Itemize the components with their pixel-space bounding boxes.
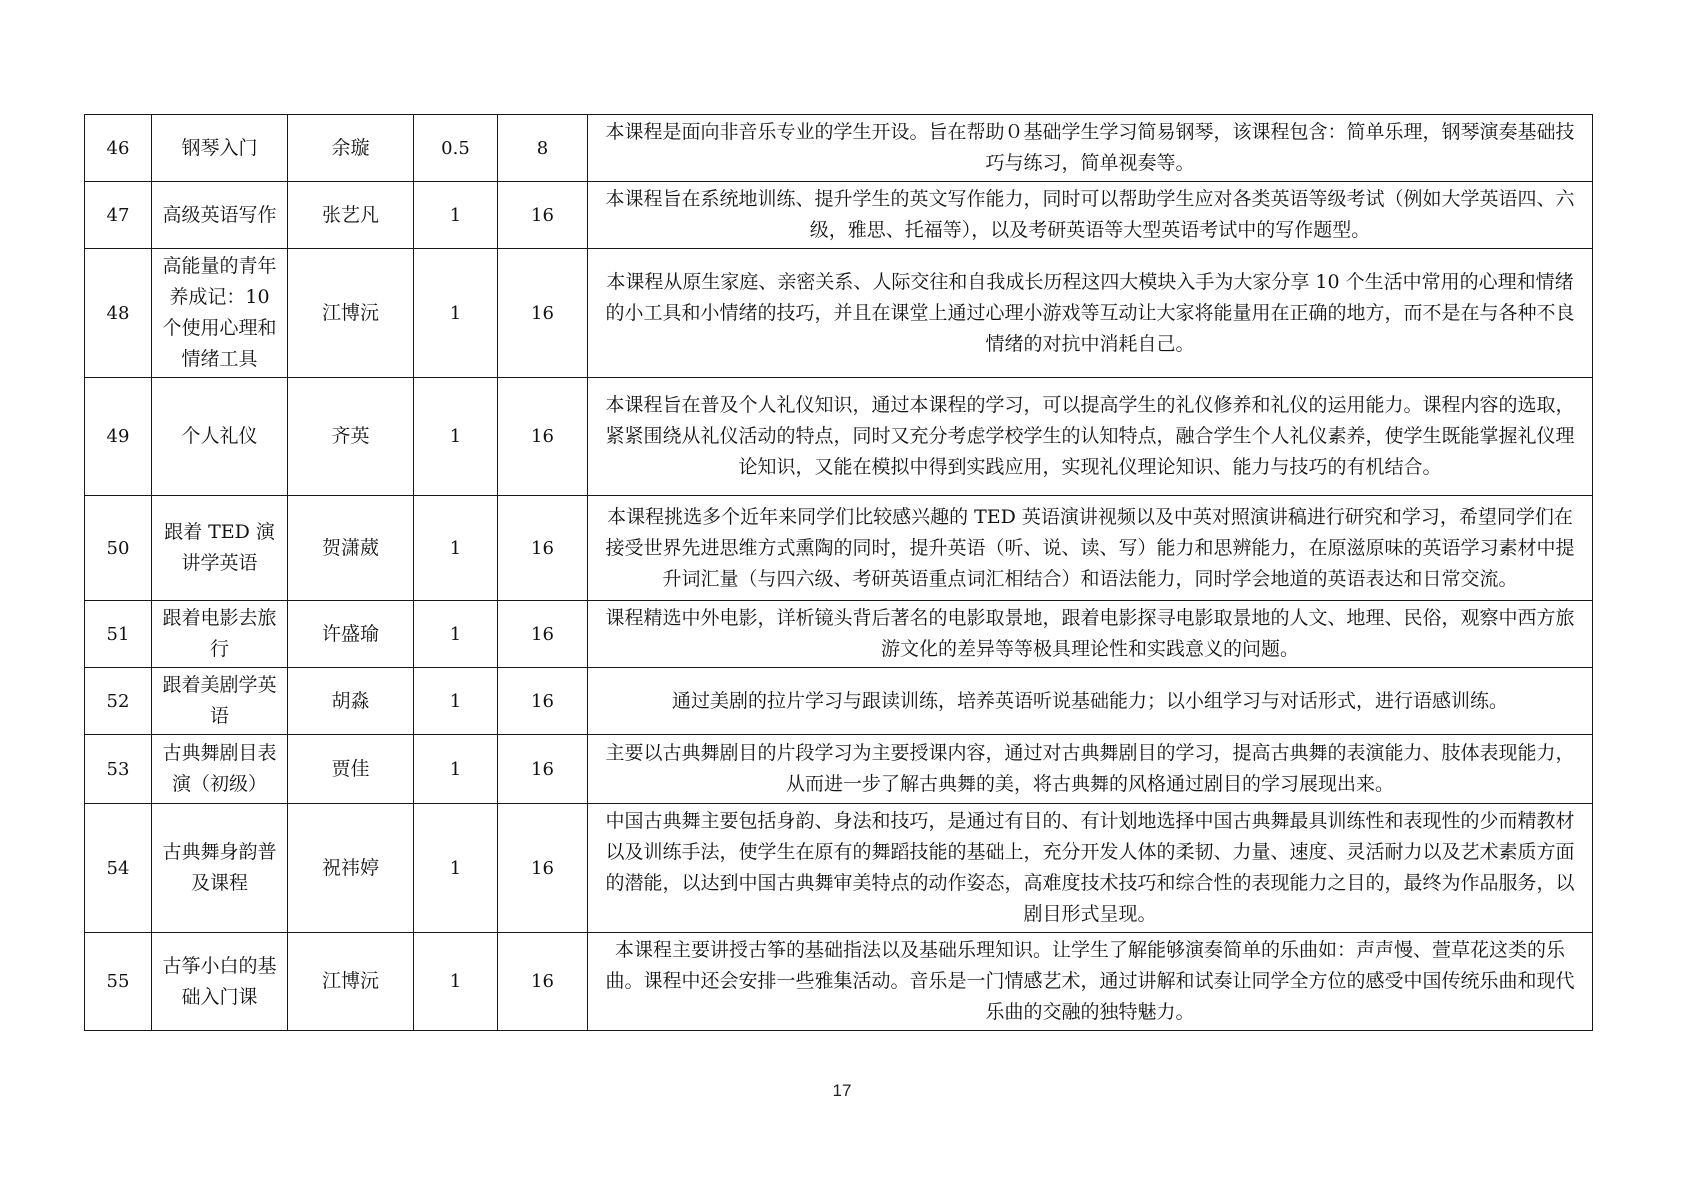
course-hours: 16: [498, 378, 588, 496]
course-name: 古筝小白的基础入门课: [152, 933, 288, 1031]
table-row: [85, 115, 1593, 182]
course-number: 47: [85, 182, 152, 249]
course-teacher: 张艺凡: [288, 182, 414, 249]
course-description: 中国古典舞主要包括身韵、身法和技巧，是通过有目的、有计划地选择中国古典舞最具训练性和表现性的少而精教材以及训练手法，使学生在原有的舞蹈技能的基础上，充分开发人体的柔韧、力量、速度、灵活耐力以及艺术素质方面的潜能，以达到中国古典舞审美特点的动作姿态，高难度技术技巧和综合性的表现能力之目的，最终为作品服务，以剧目形式呈现。: [588, 804, 1593, 933]
course-teacher: 胡淼: [288, 668, 414, 735]
course-name: 个人礼仪: [152, 378, 288, 496]
course-credit: 1: [414, 182, 498, 249]
course-description: 本课程主要讲授古筝的基础指法以及基础乐理知识。让学生了解能够演奏简单的乐曲如：声声慢、萱草花这类的乐曲。课程中还会安排一些雅集活动。音乐是一门情感艺术，通过讲解和试奏让同学全方位的感受中国传统乐曲和现代乐曲的交融的独特魅力。: [588, 933, 1593, 1031]
course-number: 51: [85, 601, 152, 668]
table-row: [85, 249, 1593, 378]
course-hours: 16: [498, 249, 588, 378]
course-teacher: 江博沅: [288, 249, 414, 378]
course-description: 本课程挑选多个近年来同学们比较感兴趣的 TED 英语演讲视频以及中英对照演讲稿进行研究和学习，希望同学们在接受世界先进思维方式熏陶的同时，提升英语（听、说、读、写）能力和思辨能力，在原滋原味的英语学习素材中提升词汇量（与四六级、考研英语重点词汇相结合）和语法能力，同时学会地道的英语表达和日常交流。: [588, 496, 1593, 601]
course-number: 55: [85, 933, 152, 1031]
course-teacher: 余璇: [288, 115, 414, 182]
course-name: 跟着美剧学英语: [152, 668, 288, 735]
course-name: 高能量的青年养成记：10个使用心理和情绪工具: [152, 249, 288, 378]
course-name: 高级英语写作: [152, 182, 288, 249]
table-row: [85, 378, 1593, 496]
course-credit: 1: [414, 735, 498, 804]
course-credit: 1: [414, 496, 498, 601]
table-row: [85, 804, 1593, 933]
course-credit: 1: [414, 804, 498, 933]
course-description: 本课程旨在系统地训练、提升学生的英文写作能力，同时可以帮助学生应对各类英语等级考试（例如大学英语四、六级，雅思、托福等），以及考研英语等大型英语考试中的写作题型。: [588, 182, 1593, 249]
course-number: 54: [85, 804, 152, 933]
course-hours: 16: [498, 601, 588, 668]
course-teacher: 祝祎婷: [288, 804, 414, 933]
course-description: 本课程是面向非音乐专业的学生开设。旨在帮助０基础学生学习简易钢琴，该课程包含：简单乐理，钢琴演奏基础技巧与练习，简单视奏等。: [588, 115, 1593, 182]
course-credit: 1: [414, 601, 498, 668]
course-description: 本课程旨在普及个人礼仪知识，通过本课程的学习，可以提高学生的礼仪修养和礼仪的运用能力。课程内容的选取，紧紧围绕从礼仪活动的特点，同时又充分考虑学校学生的认知特点，融合学生个人礼仪素养，使学生既能掌握礼仪理论知识，又能在模拟中得到实践应用，实现礼仪理论知识、能力与技巧的有机结合。: [588, 378, 1593, 496]
course-hours: 16: [498, 933, 588, 1031]
course-description: 本课程从原生家庭、亲密关系、人际交往和自我成长历程这四大模块入手为大家分享 10 个生活中常用的心理和情绪的小工具和小情绪的技巧，并且在课堂上通过心理小游戏等互动让大家将能量用在正确的地方，而不是在与各种不良情绪的对抗中消耗自己。: [588, 249, 1593, 378]
course-hours: 16: [498, 496, 588, 601]
course-credit: 1: [414, 249, 498, 378]
course-description: 通过美剧的拉片学习与跟读训练，培养英语听说基础能力；以小组学习与对话形式，进行语感训练。: [588, 668, 1593, 735]
course-credit: 1: [414, 933, 498, 1031]
course-name: 跟着电影去旅行: [152, 601, 288, 668]
course-number: 48: [85, 249, 152, 378]
course-table: [84, 114, 1593, 1031]
course-name: 钢琴入门: [152, 115, 288, 182]
course-number: 50: [85, 496, 152, 601]
course-teacher: 贺潇葳: [288, 496, 414, 601]
page-number: 17: [832, 1081, 852, 1100]
course-hours: 16: [498, 182, 588, 249]
table-row: [85, 496, 1593, 601]
table-row: [85, 735, 1593, 804]
course-name: 古典舞剧目表演（初级）: [152, 735, 288, 804]
course-credit: 1: [414, 378, 498, 496]
table-row: [85, 933, 1593, 1031]
course-hours: 16: [498, 735, 588, 804]
course-credit: 1: [414, 668, 498, 735]
table-row: [85, 601, 1593, 668]
course-hours: 8: [498, 115, 588, 182]
course-number: 46: [85, 115, 152, 182]
course-number: 53: [85, 735, 152, 804]
course-number: 49: [85, 378, 152, 496]
table-row: [85, 668, 1593, 735]
course-teacher: 江博沅: [288, 933, 414, 1031]
course-teacher: 齐英: [288, 378, 414, 496]
table-row: [85, 182, 1593, 249]
course-hours: 16: [498, 668, 588, 735]
course-hours: 16: [498, 804, 588, 933]
course-description: 课程精选中外电影，详析镜头背后著名的电影取景地，跟着电影探寻电影取景地的人文、地理、民俗，观察中西方旅游文化的差异等等极具理论性和实践意义的问题。: [588, 601, 1593, 668]
course-teacher: 贾佳: [288, 735, 414, 804]
course-teacher: 许盛瑜: [288, 601, 414, 668]
course-description: 主要以古典舞剧目的片段学习为主要授课内容，通过对古典舞剧目的学习，提高古典舞的表演能力、肢体表现能力，从而进一步了解古典舞的美，将古典舞的风格通过剧目的学习展现出来。: [588, 735, 1593, 804]
course-credit: 0.5: [414, 115, 498, 182]
course-name: 跟着 TED 演讲学英语: [152, 496, 288, 601]
course-number: 52: [85, 668, 152, 735]
course-name: 古典舞身韵普及课程: [152, 804, 288, 933]
